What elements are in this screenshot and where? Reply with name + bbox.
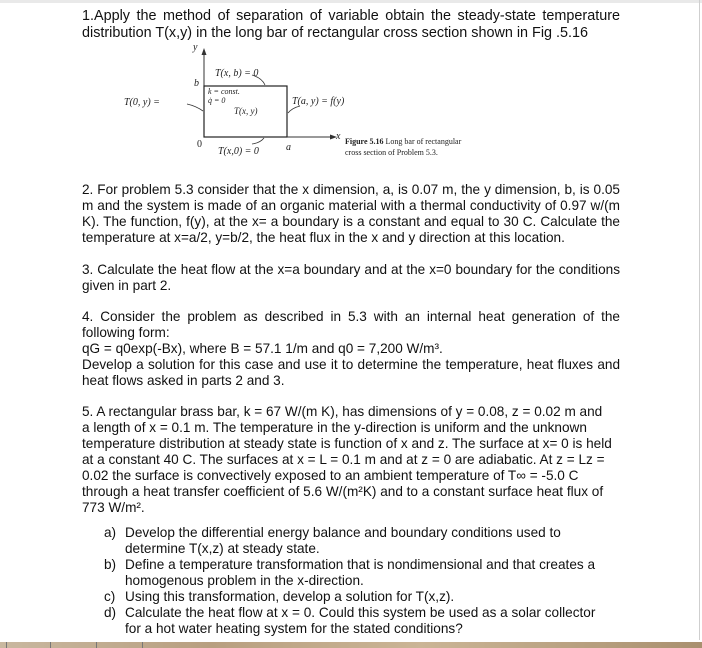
part-b-line: Define a temperature transformation that is nondimensional and that creates a [125, 557, 596, 572]
problem-3 [82, 262, 620, 294]
bottom-boundary-condition: T(x,0) = 0 [218, 146, 259, 157]
strip-divider [6, 642, 7, 648]
left-boundary-condition: T(0, y) = [124, 97, 160, 108]
problem-4-line: following form: [82, 325, 170, 340]
problem-5 [82, 404, 620, 516]
caption-line-1: Long bar of rectangular [383, 137, 462, 146]
problem-5-line: 0.02 the surface is convectively exposed to an ambient temperature of T∞ = -5.0 C [82, 468, 579, 483]
part-c [104, 589, 624, 605]
problem-4-line: 4. Consider the problem as described in 5.3 with an internal heat generation of the [82, 309, 620, 324]
part-a-line: Develop the differential energy balance and boundary conditions used to [125, 525, 561, 540]
part-marker: b) [104, 557, 117, 572]
strip-divider [50, 642, 51, 648]
b-label: b [194, 78, 199, 89]
problem-4 [82, 309, 620, 389]
part-marker: d) [104, 605, 117, 620]
problem-3-line: given in part 2. [82, 278, 172, 293]
part-marker: a) [104, 525, 117, 540]
problem-5-line: 773 W/m². [82, 500, 145, 515]
caption-figure-number: Figure 5.16 [345, 137, 384, 146]
top-boundary-condition: T(x, b) = 0 [215, 68, 259, 79]
figure-5-16 [124, 42, 490, 170]
part-d-line: for a hot water heating system for the stated conditions? [125, 621, 463, 636]
problem-4-line: heat flows asked in parts 2 and 3. [82, 373, 285, 388]
caption-line-2: cross section of Problem 5.3. [345, 148, 438, 157]
problem-5-parts [104, 525, 624, 637]
figure-caption [345, 136, 485, 158]
part-d-line: Calculate the heat flow at x = 0. Could this system be used as a solar collector [125, 605, 596, 620]
part-b-line: homogenous problem in the x-direction. [125, 573, 364, 588]
problem-4-line: Develop a solution for this case and use it to determine the temperature, heat fluxes and [82, 357, 620, 372]
problem-5-line: temperature distribution at steady state is function of x and z. The surface at x= 0 is held [82, 436, 612, 451]
problem-2-line: temperature at x=a/2, y=b/2, the heat flux in the x and y direction at this location. [82, 230, 565, 245]
part-a [104, 525, 624, 557]
problem-1-line: 1.Apply the method of separation of variable obtain the steady-state temperature [82, 8, 620, 24]
a-label: a [286, 142, 291, 153]
strip-divider [142, 642, 143, 648]
part-d [104, 605, 624, 637]
problem-3-line: 3. Calculate the heat flow at the x=a boundary and at the x=0 boundary for the conditions [82, 262, 620, 277]
part-b [104, 557, 624, 589]
problem-2-line: m and the system is made of an organic material with a thermal conductivity of 0.97 w/(m [82, 198, 620, 213]
origin-label: 0 [197, 139, 202, 150]
problem-5-line: a length of x = 0.1 m. The temperature in the y-direction is uniform and the unknown [82, 420, 587, 435]
bottom-background-strip [0, 642, 702, 648]
problem-2 [82, 182, 620, 246]
problem-5-line: through a heat transfer coefficient of 5.6 W/(m²K) and to a constant surface heat flux of [82, 484, 604, 499]
part-marker: c) [104, 589, 116, 604]
part-a-line: determine T(x,z) at steady state. [125, 541, 320, 556]
interior-temperature-label: T(x, y) [234, 106, 258, 116]
conductivity-label: k = const. [208, 87, 240, 96]
problem-5-line: at a constant 40 C. The surfaces at x = L = 0.1 m and at z = 0 are adiabatic. At z = Lz = [82, 452, 605, 467]
problem-1-line: distribution T(x,y) in the long bar of rectangular cross section shown in Fig .5.16 [82, 25, 589, 41]
problem-1 [82, 8, 620, 42]
generation-label: q̇ = 0 [208, 96, 226, 105]
y-axis-label: y [193, 42, 198, 53]
problem-4-equation: qG = q0exp(-Bx), where B = 57.1 1/m and q0 = 7,200 W/m³. [82, 341, 443, 356]
right-border [699, 0, 700, 640]
top-border [0, 0, 702, 3]
part-c-line: Using this transformation, develop a solution for T(x,z). [125, 589, 455, 604]
x-axis-label: x [336, 131, 341, 142]
problem-5-line: 5. A rectangular brass bar, k = 67 W/(m K), has dimensions of y = 0.08, z = 0.02 m and [82, 404, 603, 419]
problem-2-line: K). The function, f(y), at the x= a boundary is a constant and equal to 30 C. Calculate the [82, 214, 620, 229]
right-boundary-condition: T(a, y) = f(y) [292, 96, 345, 107]
problem-2-line: 2. For problem 5.3 consider that the x dimension, a, is 0.07 m, the y dimension, b, is 0.05 [82, 182, 620, 197]
strip-divider [96, 642, 97, 648]
